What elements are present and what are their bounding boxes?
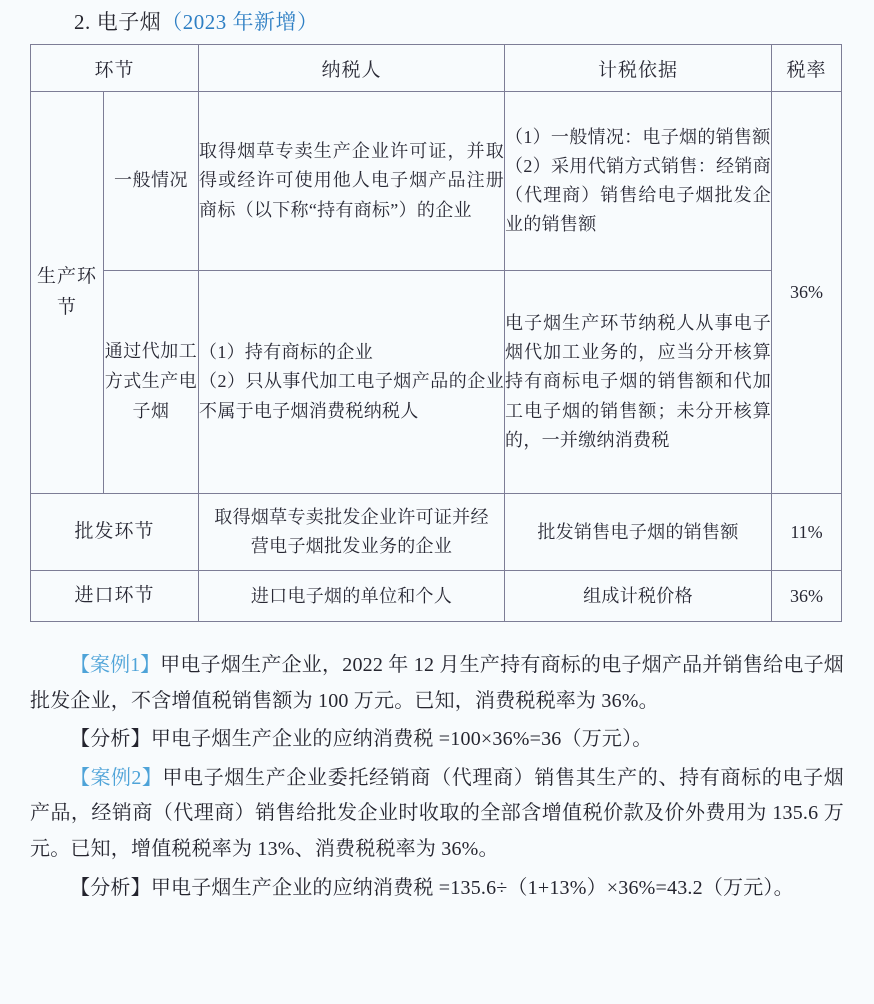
cell-taxpayer-contract-manufacturing — [199, 271, 505, 494]
cell-stage-import: 进口环节 — [31, 571, 199, 622]
cell-basis-wholesale: 批发销售电子烟的销售额 — [505, 494, 772, 571]
table-row — [31, 92, 842, 271]
analysis-label-1: 【分析】 — [70, 728, 151, 751]
cell-rate-wholesale: 11% — [772, 494, 842, 571]
analysis-label-2: 【分析】 — [70, 876, 151, 899]
tax-table — [30, 44, 842, 622]
heading-topic: 电子烟 — [96, 10, 162, 34]
cell-stage-production: 生产环节 — [31, 92, 104, 494]
section-heading — [74, 6, 319, 36]
case-label-1: 【案例1】 — [70, 654, 161, 676]
table-row — [31, 494, 842, 571]
cell-taxpayer-wholesale: 取得烟草专卖批发企业许可证并经营电子烟批发业务的企业 — [199, 494, 505, 571]
cell-rate-production: 36% — [772, 92, 842, 494]
analysis-paragraph-2 — [30, 871, 844, 907]
table-row — [31, 271, 842, 494]
cell-taxpayer-general: 取得烟草专卖生产企业许可证，并取得或经许可使用他人电子烟产品注册商标（以下称“持有商标”）的企业 — [199, 92, 505, 271]
cell-sub-general: 一般情况 — [104, 92, 199, 271]
case-text-2: 甲电子烟生产企业委托经销商（代理商）销售其生产的、持有商标的电子烟产品，经销商（代理商）销售给批发企业时收取的全部含增值税价款及价外费用为 135.6 万元。已知，增值税税率为 13%、消费税税率为 36%。 — [30, 766, 844, 860]
taxpayer-cm-line-1: （1）持有商标的企业 — [199, 342, 374, 363]
analysis-text-1: 甲电子烟生产企业的应纳消费税 =100×36%=36（万元）。 — [150, 728, 653, 751]
table-header-row — [31, 45, 842, 92]
analysis-paragraph-1 — [30, 722, 844, 758]
table-row — [31, 571, 842, 622]
cell-stage-wholesale: 批发环节 — [31, 494, 199, 571]
heading-note: （2023 年新增） — [161, 10, 319, 34]
analysis-text-2: 甲电子烟生产企业的应纳消费税 =135.6÷（1+13%）×36%=43.2（万元）。 — [150, 876, 794, 899]
heading-number: 2. — [74, 10, 91, 34]
cell-rate-import: 36% — [772, 571, 842, 622]
taxpayer-cm-line-2: （2）只从事代加工电子烟产品的企业不属于电子烟消费税纳税人 — [199, 371, 505, 421]
cell-basis-general — [505, 92, 772, 271]
case-label-2: 【案例2】 — [70, 766, 163, 789]
case-paragraph-1 — [30, 648, 844, 719]
case-text-1: 甲电子烟生产企业，2022 年 12 月生产持有商标的电子烟产品并销售给电子烟批发企业，不含增值税销售额为 100 万元。已知，消费税税率为 36%。 — [30, 654, 844, 712]
cell-sub-contract-manufacturing: 通过代加工方式生产电子烟 — [104, 271, 199, 494]
basis-general-line-1: （1）一般情况：电子烟的销售额 — [505, 126, 771, 147]
column-header-taxpayer: 纳税人 — [199, 45, 505, 92]
column-header-basis: 计税依据 — [505, 45, 772, 92]
column-header-stage: 环节 — [31, 45, 199, 92]
case-study-section — [30, 648, 844, 909]
cell-taxpayer-import: 进口电子烟的单位和个人 — [199, 571, 505, 622]
cell-basis-import: 组成计税价格 — [505, 571, 772, 622]
tax-table-wrapper — [30, 44, 841, 622]
basis-general-line-2: （2）采用代销方式销售：经销商（代理商）销售给电子烟批发企业的销售额 — [505, 155, 772, 235]
column-header-rate: 税率 — [772, 45, 842, 92]
case-paragraph-2 — [30, 761, 844, 868]
cell-basis-contract-manufacturing: 电子烟生产环节纳税人从事电子烟代加工业务的，应当分开核算持有商标电子烟的销售额和代加工电子烟的销售额；未分开核算的，一并缴纳消费税 — [505, 271, 772, 494]
